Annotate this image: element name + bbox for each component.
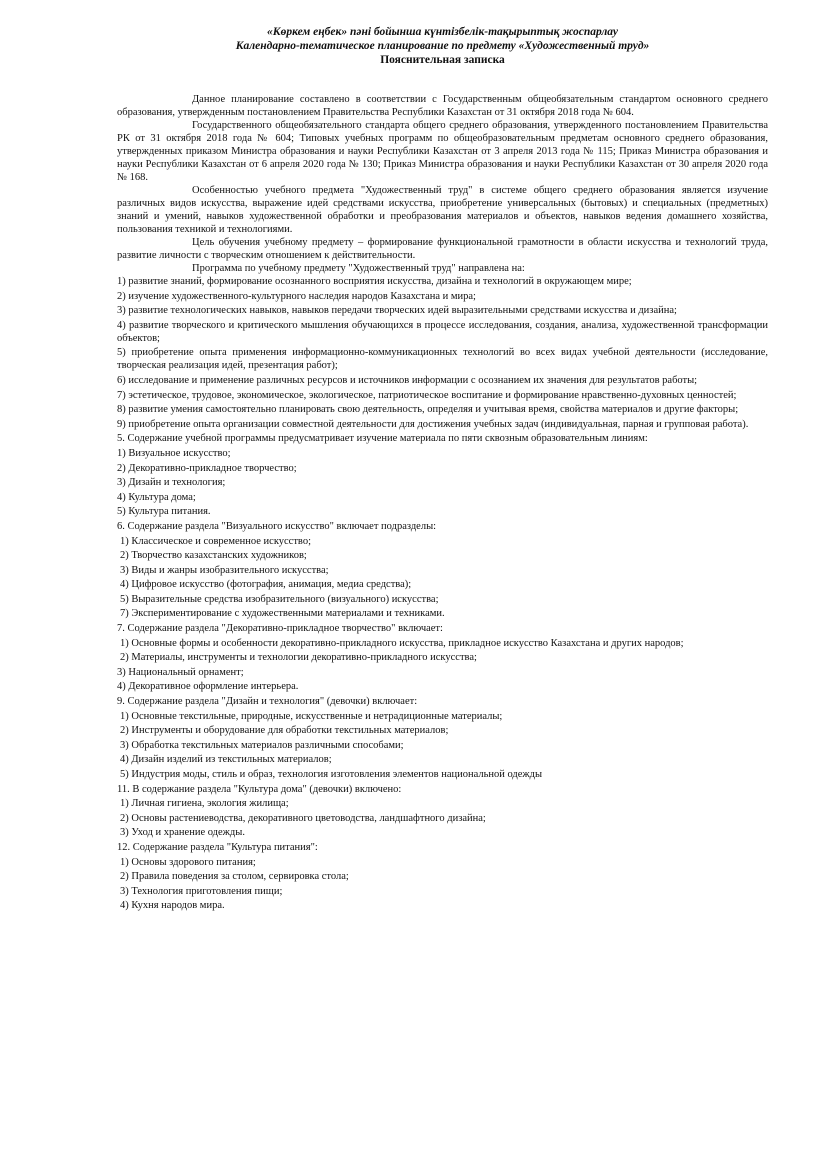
list-line: 8) развитие умения самостоятельно планировать свою деятельность, определяя и учитывая время, свойства материалов и другие факторы;	[117, 404, 739, 416]
list-line: 3) Виды и жанры изобразительного искусства;	[120, 564, 329, 576]
list-line: 3) развитие технологических навыков, навыков передачи творческих идей выразительными средствами искусства и дизайна;	[117, 305, 677, 317]
list-line: 5) приобретение опыта применения информационно-коммуникационных технологий во всех видах учебной деятельности (исследование, творческая реализация идей, презентация работ);	[117, 347, 768, 372]
list-line: 4) Культура дома;	[117, 491, 196, 503]
list-line: 4) Декоративное оформление интерьера.	[117, 681, 299, 693]
paragraph: Государственного общеобязательного стандарта общего среднего образования, утвержденного постановлением Правительства РК от 31 октября 2018 года № 604; Типовых учебных программ по общеобразовательным предметам основного среднего образования, утвержденных приказом Министра образования и науки Республики Казахстан от 3 апреля 2013 года № 115; Приказ Министра образования и науки Республики Казахстан от 6 апреля 2020 года № 130; Приказ Министра образования и науки Республики Казахстан от 30 апреля 2020 года № 168.	[117, 120, 768, 183]
list-line: 2) Инструменты и оборудование для обработки текстильных материалов;	[120, 725, 449, 737]
list-line: 1) Личная гигиена, экология жилища;	[120, 798, 289, 810]
list-line: 1) развитие знаний, формирование осознанного восприятия искусства, дизайна и технологий в окружающем мире;	[117, 276, 632, 287]
list-line: 5) Культура питания.	[117, 506, 211, 518]
document-body	[117, 93, 768, 912]
list-line: 2) Материалы, инструменты и технологии декоративно-прикладного искусства;	[120, 652, 477, 664]
list-line: 5. Содержание учебной программы предусматривает изучение материала по пяти сквозным образовательным линиям:	[117, 433, 648, 445]
list-line: 3) Дизайн и технология;	[117, 477, 226, 489]
document-title-block	[117, 25, 768, 67]
list-line: 6) исследование и применение различных ресурсов и источников информации с осознанием их значения для результатов работы;	[117, 374, 698, 386]
list-line: 6. Содержание раздела "Визуального искусство" включает подразделы:	[117, 520, 437, 532]
list-line: 2) Декоративно-прикладное творчество;	[117, 462, 297, 474]
list-line: 3) Уход и хранение одежды.	[120, 827, 245, 839]
list-line: 4) Кухня народов мира.	[120, 900, 225, 912]
document-title-kazakh: «Көркем еңбек» пәні бойынша күнтізбелік-тақырыптық жоспарлау	[267, 26, 618, 38]
list-line: 1) Визуальное искусство;	[117, 447, 231, 459]
list-line: 2) Творчество казахстанских художников;	[120, 550, 307, 562]
list-line: 2) Основы растениеводства, декоративного цветоводства, ландшафтного дизайна;	[120, 812, 486, 824]
list-line: 2) изучение художественного-культурного наследия народов Казахстана и мира;	[117, 290, 476, 302]
list-line: 1) Основные текстильные, природные, искусственные и нетрадиционные материалы;	[120, 710, 503, 722]
list-line: 9. Содержание раздела "Дизайн и технология" (девочки) включает:	[117, 696, 418, 708]
list-line: 5) Индустрия моды, стиль и образ, технология изготовления элементов национальной одежды	[120, 769, 543, 780]
list-line: 3) Технология приготовления пищи;	[120, 885, 283, 897]
list-line: 3) Национальный орнамент;	[117, 666, 244, 678]
list-line: 5) Выразительные средства изобразительного (визуального) искусства;	[120, 593, 439, 605]
list-line: 12. Содержание раздела "Культура питания":	[117, 841, 318, 853]
list-line: 1) Основные формы и особенности декоративно-прикладного искусства, прикладное искусство Казахстана и других народов;	[120, 637, 684, 649]
paragraph: Особенностью учебного предмета "Художественный труд" в системе общего среднего образования является изучение различных видов искусства, выражение идей средствами искусства, приобретение универсальных (бытовых) и специальных (предметных) знаний и умений, навыков художественной обработки и преобразования материалов и объектов, навыков ведения домашнего хозяйства, пользования техникой и технологиями.	[117, 185, 768, 235]
list-line: 7) Экспериментирование с художественными материалами и техниками.	[120, 608, 445, 620]
list-line: 7. Содержание раздела "Декоративно-прикладное творчество" включает:	[117, 623, 443, 635]
list-line: 4) развитие творческого и критического мышления обучающихся в процессе исследования, создания, анализа, художественной трансформации объектов;	[117, 319, 768, 344]
paragraph: Программа по учебному предмету "Художественный труд" направлена на:	[192, 263, 525, 274]
list-line: 4) Дизайн изделий из текстильных материалов;	[120, 754, 332, 766]
list-line: 9) приобретение опыта организации совместной деятельности для достижения учебных задач (индивидуальная, парная и групповая работа).	[117, 418, 749, 430]
list-line: 3) Обработка текстильных материалов различными способами;	[120, 739, 404, 751]
list-line: 1) Классическое и современное искусство;	[120, 535, 311, 547]
list-line: 1) Основы здорового питания;	[120, 856, 256, 868]
paragraph: Данное планирование составлено в соответствии с Государственным общеобязательным стандартом основного среднего образования, утвержденным постановлением Правительства Республики Казахстан от 31 октября 2018 года № 604.	[117, 94, 768, 118]
document-heading: Пояснительная записка	[380, 54, 505, 66]
list-line: 2) Правила поведения за столом, сервировка стола;	[120, 871, 349, 883]
paragraph: Цель обучения учебному предмету – формирование функциональной грамотности в области искусства и технологий труда, развитие личности с творческим отношением к действительности.	[117, 237, 768, 261]
list-line: 4) Цифровое искусство (фотография, анимация, медиа средства);	[120, 579, 412, 591]
document-title-russian: Календарно-тематическое планирование по предмету «Художественный труд»	[235, 40, 650, 52]
list-line: 11. В содержание раздела "Культура дома" (девочки) включено:	[117, 783, 402, 795]
list-line: 7) эстетическое, трудовое, экономическое, экологическое, патриотическое воспитание и формирование нравственно-духовных ценностей;	[117, 389, 737, 401]
